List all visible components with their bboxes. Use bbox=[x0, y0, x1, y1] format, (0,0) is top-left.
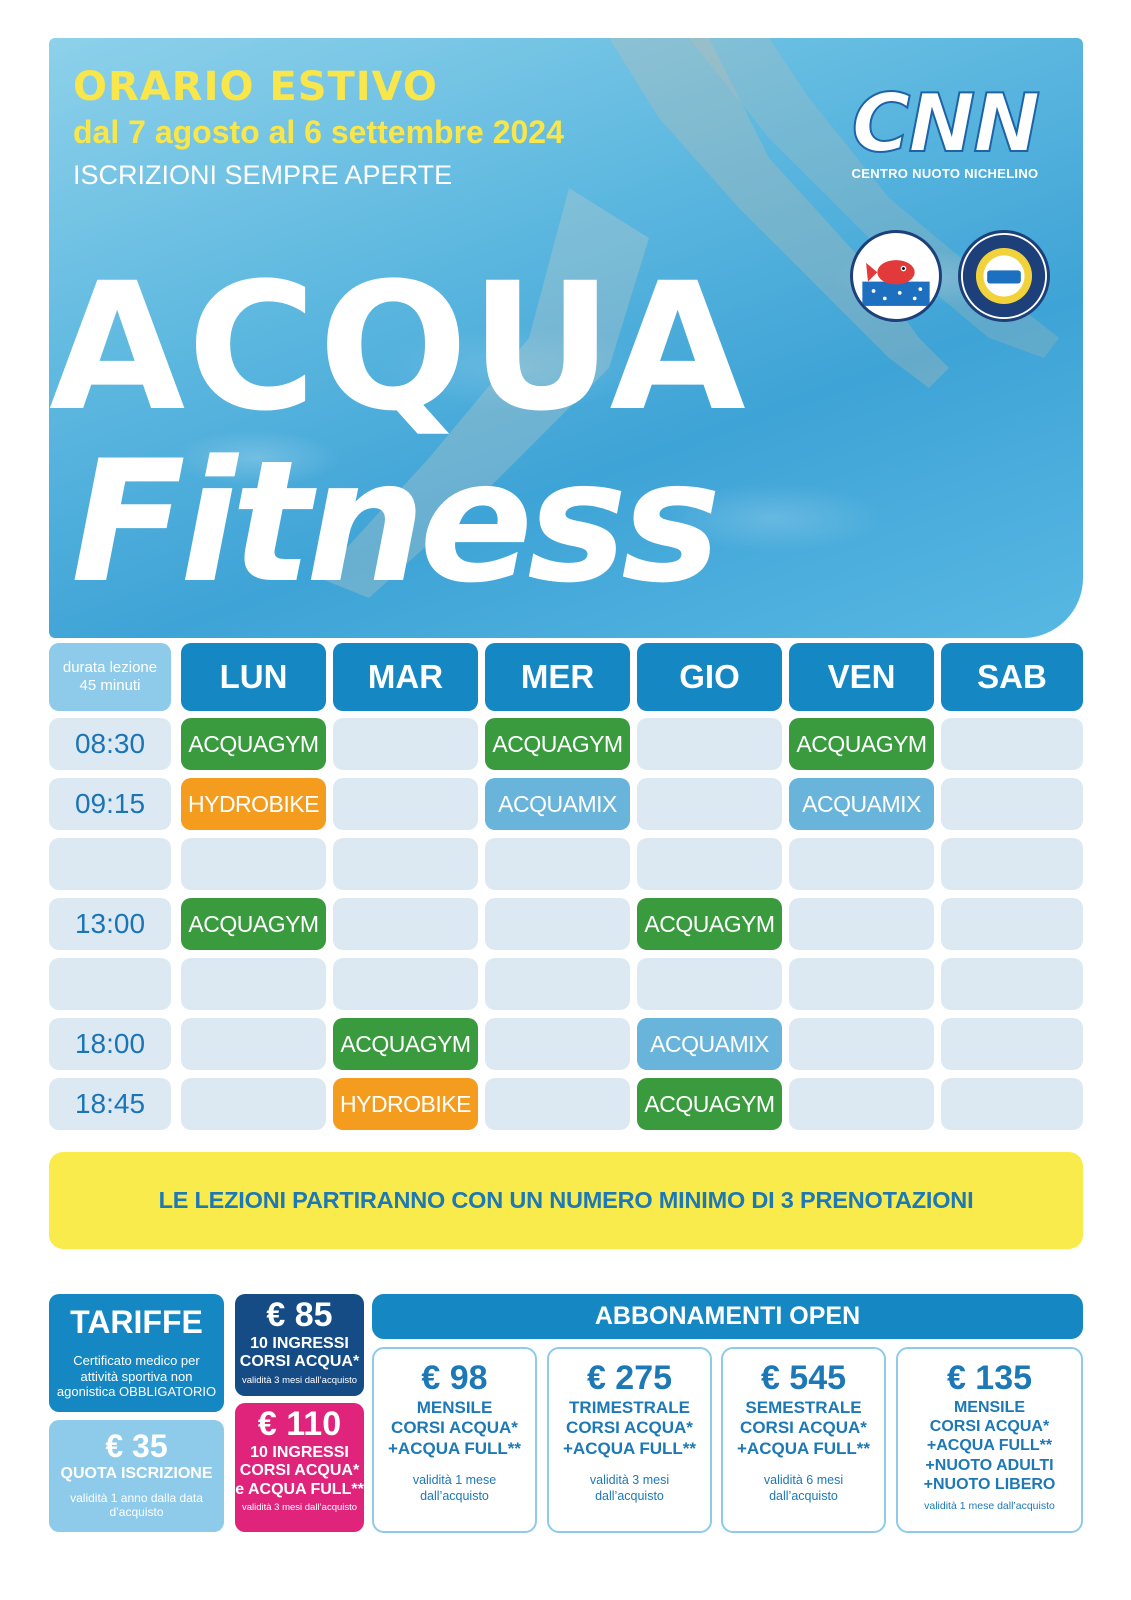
minimum-bookings-notice: LE LEZIONI PARTIRANNO CON UN NUMERO MINIMO DI 3 PRENOTAZIONI bbox=[49, 1152, 1083, 1249]
logo-wordmark: CNN bbox=[851, 77, 1039, 170]
empty-slot bbox=[485, 1078, 630, 1130]
empty-slot bbox=[485, 838, 630, 890]
subscription-card bbox=[372, 1347, 537, 1533]
class-acquagym: ACQUAGYM bbox=[181, 718, 326, 770]
subscription-label: MENSILE CORSI ACQUA* +ACQUA FULL** bbox=[387, 1398, 521, 1458]
time-slot: 18:00 bbox=[49, 1018, 171, 1070]
subscription-card bbox=[896, 1347, 1083, 1533]
quota-label: QUOTA ISCRIZIONE bbox=[60, 1465, 213, 1482]
subscription-label: TRIMESTRALE CORSI ACQUA* +ACQUA FULL** bbox=[562, 1398, 696, 1458]
main-subtitle: Fitness bbox=[71, 424, 716, 620]
season-title: ORARIO ESTIVO bbox=[73, 64, 438, 110]
class-acquamix: ACQUAMIX bbox=[637, 1018, 782, 1070]
subscription-price: € 98 bbox=[421, 1359, 488, 1397]
empty-slot bbox=[637, 838, 782, 890]
empty-slot bbox=[333, 898, 478, 950]
empty-slot bbox=[789, 898, 934, 950]
ten-entries-full-validity: validità 3 mesi dall’acquisto bbox=[241, 1502, 358, 1514]
main-title: ACQUA bbox=[49, 245, 748, 450]
time-slot bbox=[49, 838, 171, 890]
subscription-validity: validità 1 mese dall’acquisto bbox=[924, 1499, 1055, 1512]
date-range: dal 7 agosto al 6 settembre 2024 bbox=[73, 114, 564, 150]
subscription-validity: validità 6 mesi dall’acquisto bbox=[763, 1473, 844, 1503]
ten-entries-full-price: € 110 bbox=[257, 1405, 342, 1443]
subscription-label: MENSILE CORSI ACQUA* +ACQUA FULL** +NUOTO ADULTI +NUOTO LIBERO bbox=[923, 1399, 1056, 1493]
empty-slot bbox=[637, 958, 782, 1010]
tariffe-title: TARIFFE bbox=[70, 1304, 203, 1340]
class-acquamix: ACQUAMIX bbox=[485, 778, 630, 830]
empty-slot bbox=[941, 1078, 1083, 1130]
empty-slot bbox=[941, 1018, 1083, 1070]
empty-slot bbox=[485, 958, 630, 1010]
subscription-price: € 135 bbox=[946, 1359, 1033, 1397]
empty-slot bbox=[789, 1078, 934, 1130]
ten-entries-box bbox=[235, 1294, 364, 1396]
day-header-mer: MER bbox=[485, 643, 630, 711]
time-slot: 13:00 bbox=[49, 898, 171, 950]
empty-slot bbox=[333, 718, 478, 770]
class-acquagym: ACQUAGYM bbox=[789, 718, 934, 770]
time-slot: 09:15 bbox=[49, 778, 171, 830]
empty-slot bbox=[637, 778, 782, 830]
empty-slot bbox=[941, 958, 1083, 1010]
empty-slot bbox=[637, 718, 782, 770]
hero-banner bbox=[49, 38, 1083, 638]
class-hydrobike: HYDROBIKE bbox=[333, 1078, 478, 1130]
empty-slot bbox=[333, 958, 478, 1010]
empty-slot bbox=[485, 1018, 630, 1070]
quota-price: € 35 bbox=[105, 1428, 168, 1464]
subscription-price: € 275 bbox=[586, 1359, 673, 1397]
subscription-card bbox=[721, 1347, 886, 1533]
subscription-price: € 545 bbox=[760, 1359, 847, 1397]
ten-entries-validity: validità 3 mesi dall’acquisto bbox=[241, 1374, 358, 1386]
empty-slot bbox=[789, 838, 934, 890]
subscription-validity: validità 1 mese dall’acquisto bbox=[412, 1473, 497, 1503]
tariffe-note: Certificato medico per attività sportiva non agonistica OBBLIGATORIO bbox=[56, 1353, 217, 1400]
empty-slot bbox=[941, 778, 1083, 830]
day-header-sab: SAB bbox=[941, 643, 1083, 711]
subscription-validity: validità 3 mesi dall’acquisto bbox=[589, 1473, 670, 1503]
empty-slot bbox=[941, 838, 1083, 890]
empty-slot bbox=[181, 1018, 326, 1070]
empty-slot bbox=[789, 1018, 934, 1070]
ten-entries-full-label: 10 INGRESSI CORSI ACQUA* e ACQUA FULL** bbox=[235, 1444, 364, 1498]
quota-box bbox=[49, 1420, 224, 1532]
empty-slot bbox=[181, 1078, 326, 1130]
cnn-logo bbox=[845, 77, 1045, 181]
class-acquagym: ACQUAGYM bbox=[637, 898, 782, 950]
day-header-ven: VEN bbox=[789, 643, 934, 711]
empty-slot bbox=[941, 898, 1083, 950]
lesson-duration-label: durata lezione 45 minuti bbox=[49, 643, 171, 711]
empty-slot bbox=[181, 838, 326, 890]
class-acquagym: ACQUAGYM bbox=[333, 1018, 478, 1070]
ten-entries-price: € 85 bbox=[266, 1296, 333, 1334]
empty-slot bbox=[789, 958, 934, 1010]
empty-slot bbox=[333, 838, 478, 890]
day-header-mar: MAR bbox=[333, 643, 478, 711]
time-slot: 08:30 bbox=[49, 718, 171, 770]
enrollment-note: ISCRIZIONI SEMPRE APERTE bbox=[73, 160, 453, 190]
fish-badge-icon bbox=[850, 230, 942, 322]
ten-entries-label: 10 INGRESSI CORSI ACQUA* bbox=[239, 1335, 360, 1371]
empty-slot bbox=[181, 958, 326, 1010]
class-acquamix: ACQUAMIX bbox=[789, 778, 934, 830]
time-slot bbox=[49, 958, 171, 1010]
ten-entries-full-box bbox=[235, 1403, 364, 1532]
class-acquagym: ACQUAGYM bbox=[181, 898, 326, 950]
open-subscriptions-title: ABBONAMENTI OPEN bbox=[372, 1294, 1083, 1339]
quota-validity: validità 1 anno dalla data d’acquisto bbox=[70, 1491, 203, 1520]
class-acquagym: ACQUAGYM bbox=[485, 718, 630, 770]
subscription-label: SEMESTRALE CORSI ACQUA* +ACQUA FULL** bbox=[736, 1398, 870, 1458]
time-slot: 18:45 bbox=[49, 1078, 171, 1130]
empty-slot bbox=[333, 778, 478, 830]
class-hydrobike: HYDROBIKE bbox=[181, 778, 326, 830]
tariffe-box bbox=[49, 1294, 224, 1412]
empty-slot bbox=[485, 898, 630, 950]
empty-slot bbox=[941, 718, 1083, 770]
subscription-card bbox=[547, 1347, 712, 1533]
class-acquagym: ACQUAGYM bbox=[637, 1078, 782, 1130]
day-header-lun: LUN bbox=[181, 643, 326, 711]
cnn-round-badge-icon bbox=[958, 230, 1050, 322]
day-header-gio: GIO bbox=[637, 643, 782, 711]
logo-subtitle: CENTRO NUOTO NICHELINO bbox=[851, 166, 1039, 181]
